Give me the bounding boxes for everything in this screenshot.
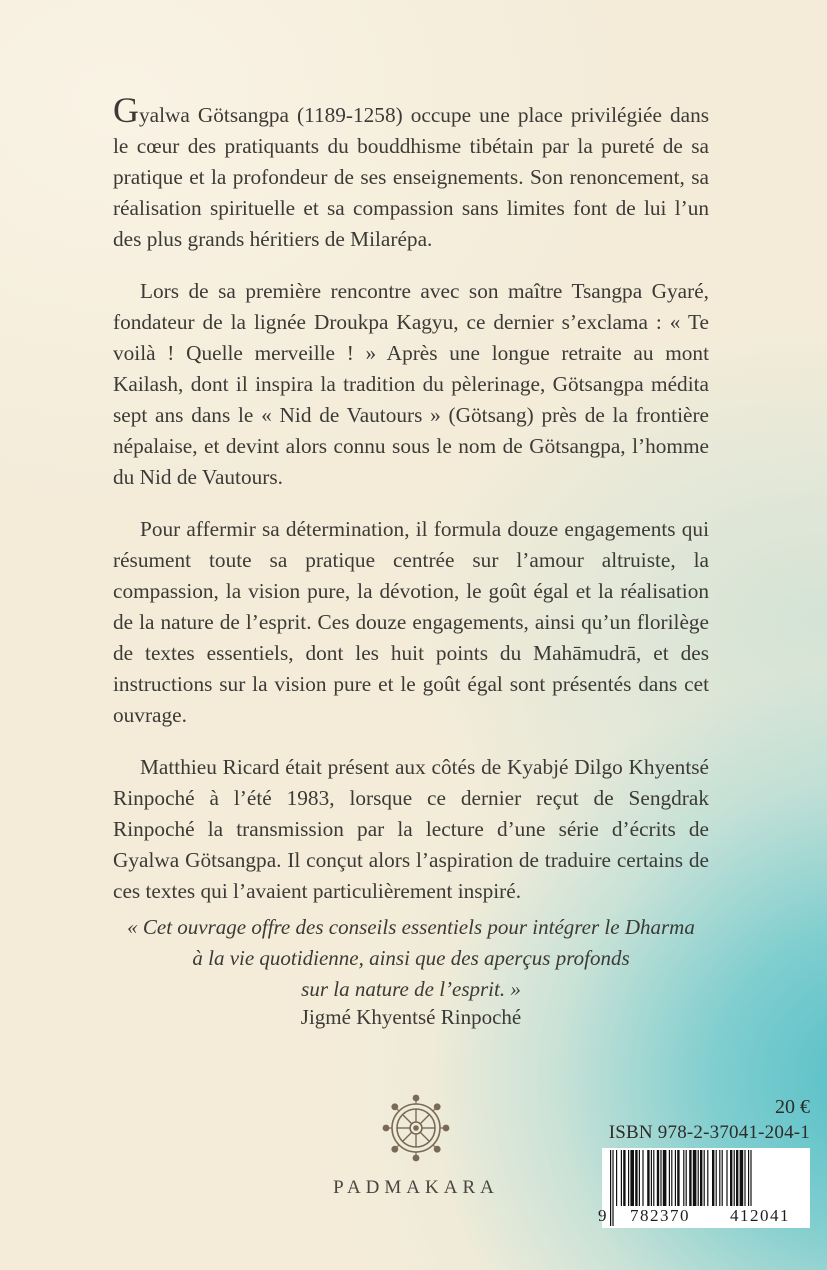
barcode-bar — [621, 1150, 622, 1206]
drop-cap: G — [113, 90, 139, 130]
barcode-bar — [610, 1150, 611, 1226]
barcode-digit-first: 9 — [598, 1206, 608, 1225]
barcode-bar — [635, 1150, 637, 1206]
quote-line-2: à la vie quotidienne, ainsi que des aperçus profonds — [192, 946, 630, 970]
barcode-bar — [647, 1150, 649, 1206]
barcode-bar — [630, 1150, 634, 1206]
barcode-bar — [700, 1150, 702, 1206]
paragraph-2: Lors de sa première rencontre avec son maître Tsangpa Gyaré, fondateur de la lignée Droukpa Kagyu, ce dernier s’exclama : « Te voilà ! Quelle merveille ! » Après une longue retraite au mont Kailash, dont il inspira la tradition du pèlerinage, Götsangpa médita sept ans dans le « Nid de Vautours » (Götsang) près de la frontière népalaise, et devint alors connu sous le nom de Götsangpa, l’homme du Nid de Vautours. — [113, 279, 709, 489]
barcode-bar — [736, 1150, 738, 1206]
dharma-wheel-icon — [380, 1092, 452, 1164]
isbn: ISBN 978-2-37041-204-1 — [608, 1122, 810, 1143]
quote-line-1: « Cet ouvrage offre des conseils essentiels pour intégrer le Dharma — [127, 915, 695, 939]
barcode-bar — [616, 1150, 617, 1206]
barcode-bar — [748, 1150, 749, 1206]
barcode-bar — [657, 1150, 659, 1206]
barcode-bar — [689, 1150, 691, 1206]
barcode-bar — [660, 1150, 661, 1206]
quote-author: Jigmé Khyentsé Rinpoché — [300, 1005, 522, 1029]
paragraph-4: Matthieu Ricard était présent aux côtés de Kyabjé Dilgo Khyentsé Rinpoché à l’été 1983, lorsque ce dernier reçut de Sengdrak Rinpoché la transmission par la lecture d’une série d’écrits de Gyalwa Götsangpa. Il conçut alors l’aspiration de traduire certains de ces textes qui l’avaient particulièrement inspiré. — [113, 755, 709, 903]
barcode-bar — [671, 1150, 672, 1206]
publisher-name: PADMAKARA — [333, 1177, 499, 1198]
barcode-bar — [639, 1150, 640, 1206]
barcode-bar — [612, 1150, 613, 1226]
barcode-bar — [651, 1150, 652, 1206]
barcode-bar — [707, 1150, 708, 1206]
barcode-bar — [726, 1150, 727, 1206]
back-cover-text — [113, 90, 709, 928]
barcode-bar — [653, 1150, 654, 1206]
barcode-digits-left: 782370 — [630, 1206, 690, 1225]
endorsement-quote — [113, 912, 709, 1005]
barcode-digits-right: 412041 — [730, 1206, 790, 1225]
quote-line-3: sur la nature de l’esprit. » — [301, 977, 521, 1001]
barcode-bar — [722, 1150, 723, 1206]
paragraph-1-text: yalwa Götsangpa (1189-1258) occupe une place privilégiée dans le cœur des pratiquants du bouddhisme tibétain par la pureté de sa pratique et la profondeur de ses enseignements. Son renoncement, sa réalisation spirituelle et sa compassion sans limites font de lui l’un des plus grands héritiers de Milarépa. — [113, 103, 709, 251]
barcode-bar — [628, 1150, 629, 1206]
barcode-bar — [663, 1150, 667, 1206]
barcode-bar — [642, 1150, 643, 1206]
barcode-bar — [734, 1150, 735, 1206]
barcode-bar — [719, 1150, 720, 1206]
barcode-bar — [693, 1150, 697, 1206]
paragraph-1 — [113, 90, 709, 255]
paragraph-3: Pour affermir sa détermination, il formula douze engagements qui résument toute sa pratique centrée sur l’amour altruiste, la compassion, la vision pure, la dévotion, le goût égal et la réalisation de la nature de l’esprit. Ces douze engagements, ainsi qu’un florilège de textes essentiels, dont les huit points du Mahāmudrā, et des instructions sur la vision pure et le goût égal sont présentés dans cet ouvrage. — [113, 517, 709, 727]
barcode-bar — [677, 1150, 679, 1206]
barcode-bar — [712, 1150, 714, 1206]
barcode-bar — [744, 1150, 745, 1206]
barcode-bar — [740, 1150, 744, 1206]
barcode-bar — [698, 1150, 699, 1206]
barcode-bar — [730, 1150, 732, 1206]
barcode-bar — [669, 1150, 670, 1206]
barcode-bar — [716, 1150, 717, 1206]
barcode-bar — [704, 1150, 705, 1206]
barcode-bar — [623, 1150, 625, 1206]
barcode-bar — [675, 1150, 676, 1206]
price: 20 € — [775, 1096, 810, 1118]
